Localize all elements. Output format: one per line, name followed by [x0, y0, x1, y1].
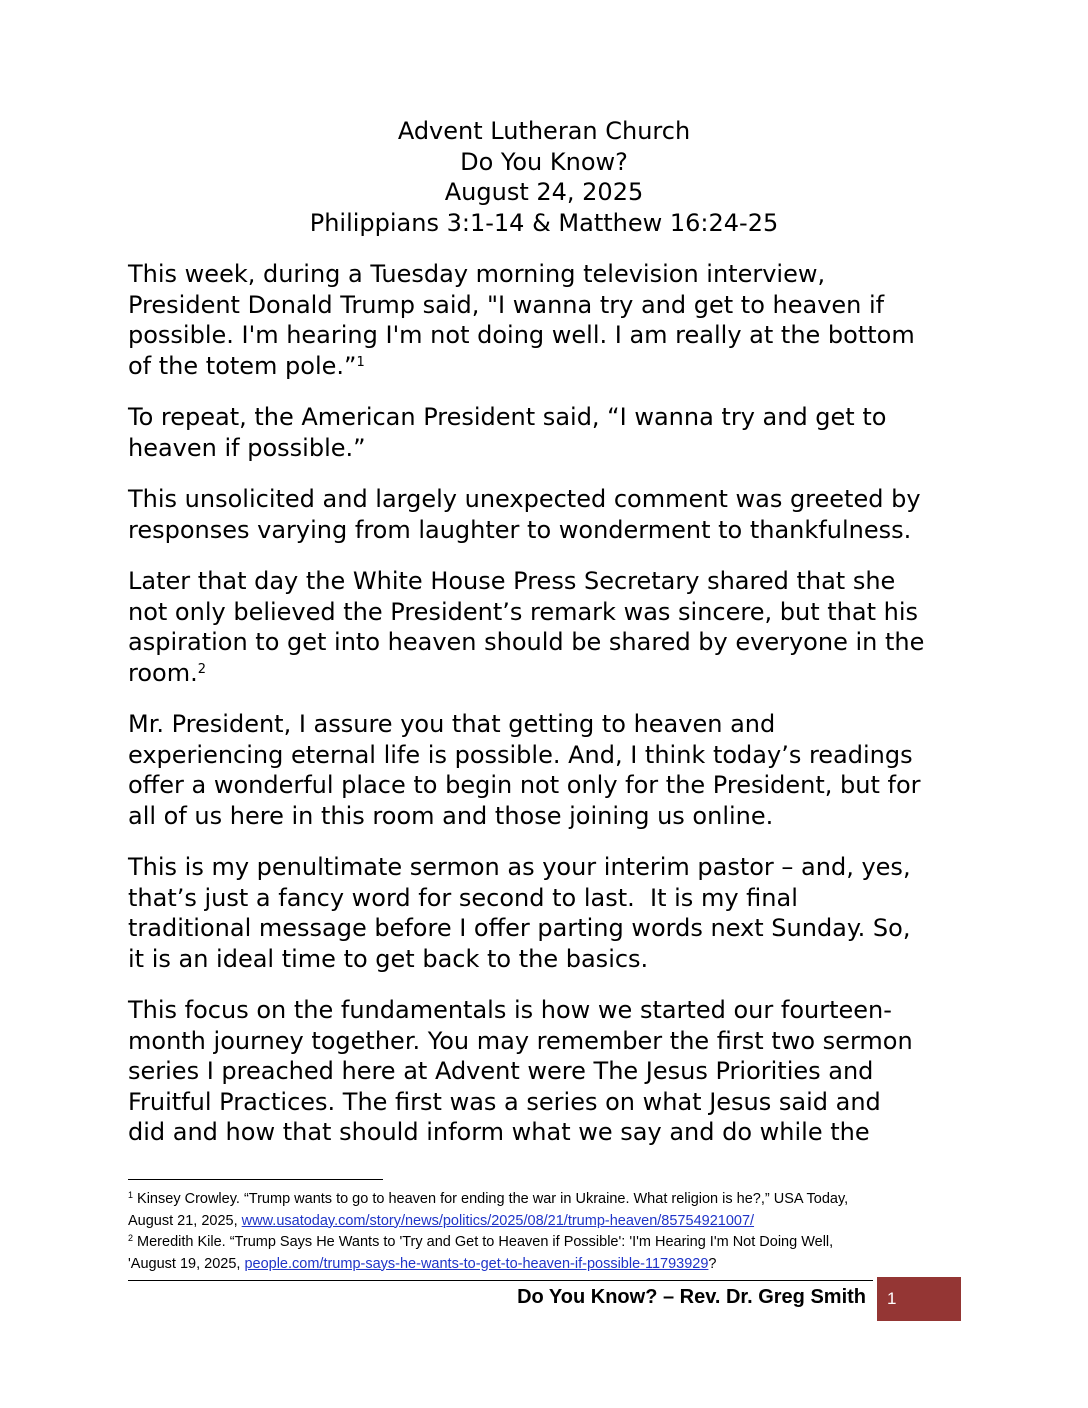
paragraph — [128, 995, 978, 1148]
footnote-link[interactable]: www.usatoday.com/story/news/politics/2025/08/21/trump-heaven/85754921007/ — [241, 1212, 755, 1229]
text-line: series I preached here at Advent were The Jesus Priorities and — [128, 1057, 874, 1085]
document-header — [128, 116, 960, 238]
footer-title: Do You Know? – Rev. Dr. Greg Smith — [517, 1286, 866, 1308]
text-line: of the totem pole.” — [128, 351, 357, 380]
text-line: Mr. President, I assure you that getting to heaven and — [128, 710, 776, 738]
paragraph — [128, 259, 978, 381]
church-name: Advent Lutheran Church — [397, 117, 691, 145]
footnote-number: 1 — [128, 1190, 134, 1200]
footnote-text: ? — [708, 1255, 717, 1272]
text-line: responses varying from laughter to wonderment to thankfulness. — [128, 515, 912, 544]
text-line: heaven if possible.” — [128, 433, 366, 462]
text-line: not only believed the President’s remark was sincere, but that his — [128, 597, 918, 626]
text-line: possible. I'm hearing I'm not doing well. I am really at the bottom — [128, 321, 915, 349]
text-line: This week, during a Tuesday morning television interview, — [128, 260, 826, 288]
sermon-date: August 24, 2025 — [444, 178, 644, 206]
footnote-number: 2 — [128, 1233, 134, 1243]
text-line: did and how that should inform what we say and do while the — [128, 1118, 870, 1146]
footnote-separator — [128, 1179, 383, 1180]
text-line: experiencing eternal life is possible. And, I think today’s readings — [128, 740, 913, 769]
footnote-text: 'August 19, 2025, — [128, 1255, 245, 1272]
text-line: This focus on the fundamentals is how we started our fourteen- — [128, 996, 892, 1024]
footnote-2-line — [128, 1232, 968, 1254]
text-line: This unsolicited and largely unexpected comment was greeted by — [128, 485, 921, 513]
text-line: President Donald Trump said, "I wanna try and get to heaven if — [128, 290, 885, 319]
text-line: room. — [128, 658, 198, 687]
text-line-with-ref — [128, 658, 978, 689]
text-line: This is my penultimate sermon as your interim pastor – and, yes, — [128, 853, 911, 881]
paragraph — [128, 402, 978, 463]
footnote-text: Meredith Kile. “Trump Says He Wants to 'Try and Get to Heaven if Possible': 'I'm Hearing I'm Not Doing Well, — [133, 1234, 834, 1250]
paragraph — [128, 566, 978, 688]
paragraph — [128, 484, 978, 545]
text-line: it is an ideal time to get back to the basics. — [128, 944, 649, 973]
page-number-box — [877, 1277, 961, 1321]
paragraph — [128, 709, 978, 831]
footnote-ref[interactable]: 2 — [197, 661, 206, 677]
text-line: month journey together. You may remember the first two sermon — [128, 1026, 913, 1055]
footer-rule — [128, 1280, 873, 1281]
paragraph — [128, 852, 978, 974]
text-line: all of us here in this room and those joining us online. — [128, 801, 774, 830]
page-number: 1 — [887, 1289, 897, 1308]
scripture-reference: Philippians 3:1-14 & Matthew 16:24-25 — [309, 208, 779, 237]
text-line: Fruitful Practices. The first was a series on what Jesus said and — [128, 1087, 881, 1116]
text-line: offer a wonderful place to begin not only for the President, but for — [128, 771, 921, 799]
footnotes — [128, 1189, 968, 1275]
text-line: To repeat, the American President said, “I wanna try and get to — [128, 403, 887, 431]
footnote-1-line — [128, 1189, 968, 1211]
text-line-with-ref — [128, 351, 978, 382]
footnote-link[interactable]: people.com/trump-says-he-wants-to-get-to-heaven-if-possible-11793929 — [244, 1255, 709, 1272]
text-line: that’s just a fancy word for second to last. It is my final — [128, 883, 798, 912]
text-line: aspiration to get into heaven should be shared by everyone in the — [128, 628, 925, 656]
sermon-body — [128, 259, 978, 1169]
text-line: Later that day the White House Press Secretary shared that she — [128, 567, 896, 595]
footnote-2-citation — [128, 1254, 968, 1276]
footnote-1-citation — [128, 1211, 968, 1233]
sermon-title: Do You Know? — [460, 147, 628, 176]
text-line: traditional message before I offer parting words next Sunday. So, — [128, 914, 911, 942]
footnote-text: August 21, 2025, — [128, 1212, 242, 1229]
footnote-text: Kinsey Crowley. “Trump wants to go to heaven for ending the war in Ukraine. What religion is he?,” USA Today, — [133, 1191, 849, 1207]
footnote-ref[interactable]: 1 — [356, 354, 365, 370]
